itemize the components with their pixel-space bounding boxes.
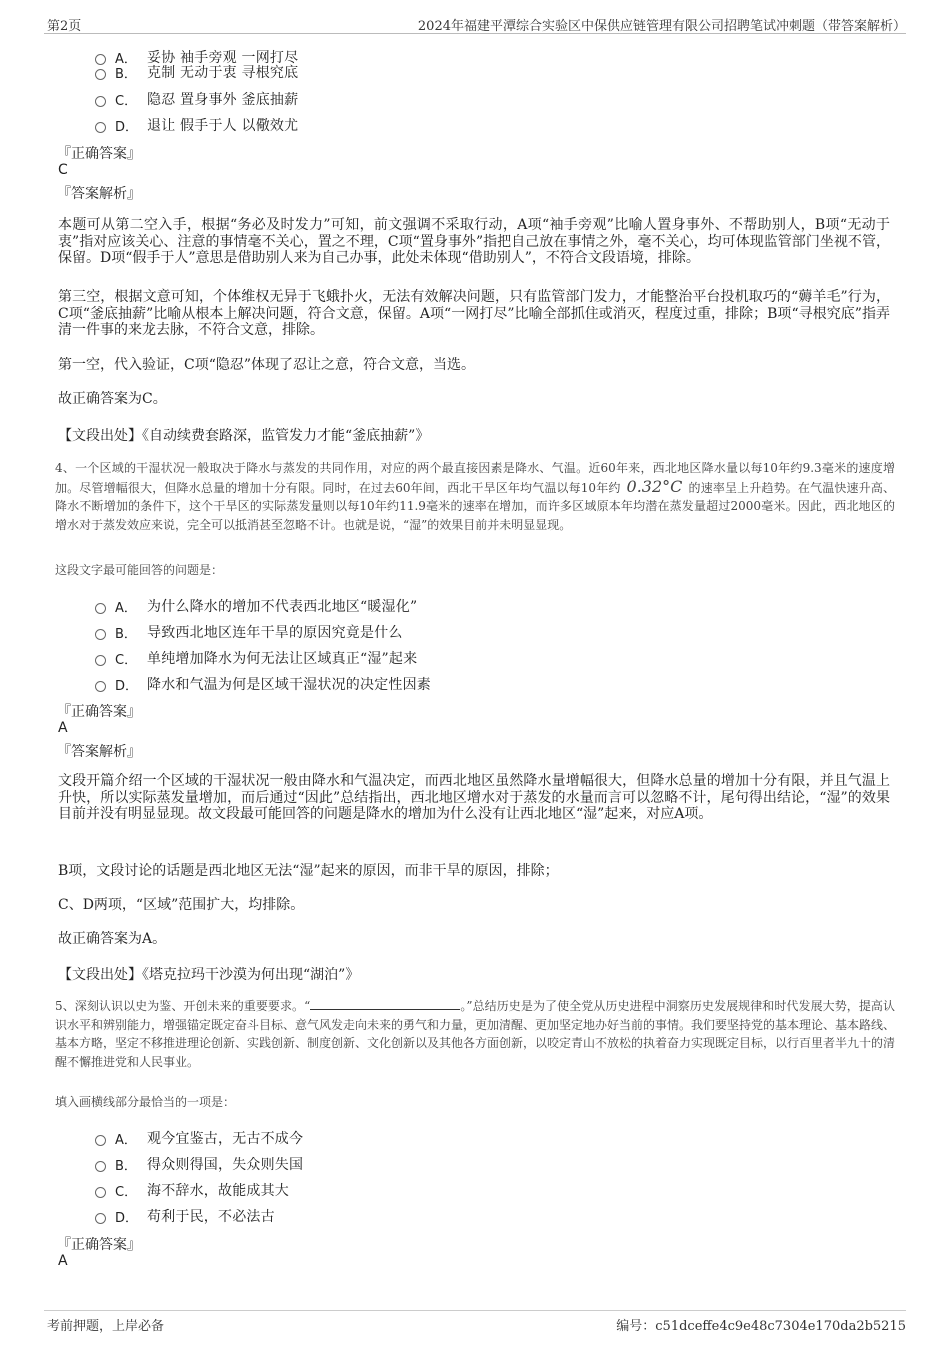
q4-analysis-label: 『答案解析』 [57,744,141,760]
option-text: 克制 无动于衷 寻根究底 [147,65,299,81]
page-number: 第2页 [47,19,82,34]
q4-option-c[interactable] [95,648,417,668]
option-text: 降水和气温为何是区域干湿状况的决定性因素 [147,677,431,693]
option-text: 得众则得国，失众则失国 [147,1157,304,1173]
radio-icon[interactable] [95,1161,106,1172]
option-letter: A． [115,1132,137,1148]
q5-option-c[interactable] [95,1180,289,1200]
q3-answer-label: 『正确答案』 [57,146,141,162]
q5-question-text [55,997,895,1071]
option-letter: B． [115,626,137,642]
option-letter: A． [115,51,137,67]
q5-answer: A [58,1253,68,1269]
q4-text-before: 4、一个区域的干湿状况一般取决于降水与蒸发的共同作用，对应的两个最直接因素是降水、气温。近60年来，西北地区降水量以每10年约9.3毫米的速度增加。尽管增幅很大，但降水总量的增加十分有限。同时，在过去60年间，西北干旱区年均气温以每10年约 [55,461,895,495]
option-letter: B． [115,66,137,82]
q3-analysis-label: 『答案解析』 [57,186,141,202]
option-text: 海不辞水，故能成其大 [147,1183,289,1199]
option-text: 导致西北地区连年干旱的原因究竟是什么 [147,625,403,641]
q3-analysis-paragraph-3: 第一空，代入验证，C项“隐忍”体现了忍让之意，符合文意，当选。 [58,357,476,373]
option-text: 隐忍 置身事外 釜底抽薪 [147,92,299,108]
option-text: 妥协 袖手旁观 一网打尽 [147,50,299,66]
radio-icon[interactable] [95,1135,106,1146]
option-text: 为什么降水的增加不代表西北地区“暖湿化” [147,599,418,615]
option-text: 单纯增加降水为何无法让区域真正“湿”起来 [147,651,418,667]
radio-icon[interactable] [95,69,106,80]
q5-option-a[interactable] [95,1128,303,1148]
option-letter: D． [115,678,139,694]
q4-text-after: 的速率呈上升趋势。在气温快速升高、降水不断增加的条件下，这个干旱区的实际蒸发量则以每10年约11.9毫米的速率在增加，而许多区域原本年均潜在蒸发量超过2000毫米。因此，西北地区的增水对于蒸发效应来说，完全可以抵消甚至忽略不计。也就是说，“湿”的效果目前并未明显显现。 [55,480,895,532]
footer-slogan: 考前押题，上岸必备 [47,1319,165,1334]
footer-divider [44,1310,906,1311]
q4-question-text [55,459,895,534]
document-title: 2024年福建平潭综合实验区中保供应链管理有限公司招聘笔试冲刺题（带答案解析） [417,19,906,34]
q3-source: 【文段出处】《自动续费套路深，监管发力才能“釜底抽薪”》 [58,428,430,444]
radio-icon[interactable] [95,655,106,666]
option-text: 苟利于民，不必法古 [147,1209,275,1225]
q3-analysis-paragraph-2: 第三空，根据文意可知，个体维权无异于飞蛾扑火，无法有效解决问题，只有监管部门发力，才能整治平台投机取巧的“薅羊毛”行为，C项“釜底抽薪”比喻从根本上解决问题，符合文意，保留。A项“一网打尽”比喻全部抓住或消灭，程度过重，排除；B项“寻根究底”指弄清一件事的来龙去脉，不符合文意，排除。 [58,289,890,338]
radio-icon[interactable] [95,96,106,107]
q3-option-b[interactable] [95,62,298,82]
q4-answer-label: 『正确答案』 [57,704,141,720]
q4-option-b[interactable] [95,622,403,642]
q3-option-d[interactable] [95,115,298,135]
q4-answer: A [58,720,68,736]
option-letter: C． [115,93,138,109]
q5-prompt: 填入画横线部分最恰当的一项是： [55,1095,236,1109]
q3-option-c[interactable] [95,89,298,109]
q4-analysis-conclusion: 故正确答案为A。 [58,931,167,947]
radio-icon[interactable] [95,681,106,692]
q5-text-after: 。”总结历史是为了使全党从历史进程中洞察历史发展规律和时代发展大势，提高认识水平和辨别能力，增强锚定既定奋斗目标、意气风发走向未来的勇气和力量，更加清醒、更加坚定地办好当前的事情。我们要坚持党的基本理论、基本路线、基本方略，坚定不移推进理论创新、实践创新、制度创新、文化创新以及其他各方面创新，以咬定青山不放松的执着奋力实现既定目标，以行百里者半九十的清醒不懈推进党和人民事业。 [55,999,896,1069]
option-letter: D． [115,119,139,135]
q4-option-d[interactable] [95,674,431,694]
option-text: 观今宜鉴古，无古不成今 [147,1131,304,1147]
option-letter: B． [115,1158,137,1174]
q3-analysis-paragraph-1: 本题可从第二空入手，根据“务必及时发力”可知，前文强调不采取行动，A项“袖手旁观”比喻人置身事外、不帮助别人，B项“无动于衷”指对应该关心、注意的事情毫不关心，置之不理，C项“置身事外”指把自己放在事情之外，毫不关心，均可体现监管部门坐视不管，保留。D项“假手于人”意思是借助别人来为自己办事，此处未体现“借助别人”，不符合文段语境，排除。 [58,217,890,266]
fill-in-blank[interactable] [310,998,460,1010]
q4-source: 【文段出处】《塔克拉玛干沙漠为何出现“湖泊”》 [58,967,360,983]
radio-icon[interactable] [95,1187,106,1198]
q4-prompt: 这段文字最可能回答的问题是： [55,563,224,577]
q5-option-d[interactable] [95,1206,275,1226]
q4-analysis-paragraph-2: B项，文段讨论的话题是西北地区无法“湿”起来的原因，而非干旱的原因，排除； [58,863,559,879]
option-letter: C． [115,1184,138,1200]
q5-answer-label: 『正确答案』 [57,1237,141,1253]
q4-math-expression: 0.32°C [626,476,683,496]
option-text: 退让 假手于人 以儆效尤 [147,118,299,134]
radio-icon[interactable] [95,1213,106,1224]
q3-answer: C [58,162,68,178]
q4-option-a[interactable] [95,596,417,616]
radio-icon[interactable] [95,629,106,640]
q5-text-before: 5、深刻认识以史为鉴、开创未来的重要要求。“ [55,999,311,1013]
option-letter: C． [115,652,138,668]
q5-option-b[interactable] [95,1154,303,1174]
radio-icon[interactable] [95,603,106,614]
option-letter: A． [115,600,137,616]
header-divider [44,33,906,34]
document-code: 编号：c51dceffe4c9e48c7304e170da2b5215 [616,1319,906,1334]
q3-analysis-conclusion: 故正确答案为C。 [58,391,167,407]
q4-analysis-paragraph-3: C、D两项，“区域”范围扩大，均排除。 [58,897,305,913]
option-letter: D． [115,1210,139,1226]
q4-analysis-paragraph-1: 文段开篇介绍一个区域的干湿状况一般由降水和气温决定，而西北地区虽然降水量增幅很大，但降水总量的增加十分有限，并且气温上升快，所以实际蒸发量增加，而后通过“因此”总结指出，西北地区增水对于蒸发的水量而言可以忽略不计，尾句得出结论，“湿”的效果目前并没有明显显现。故文段最可能回答的问题是降水的增加为什么没有让西北地区“湿”起来，对应A项。 [58,773,890,822]
radio-icon[interactable] [95,122,106,133]
